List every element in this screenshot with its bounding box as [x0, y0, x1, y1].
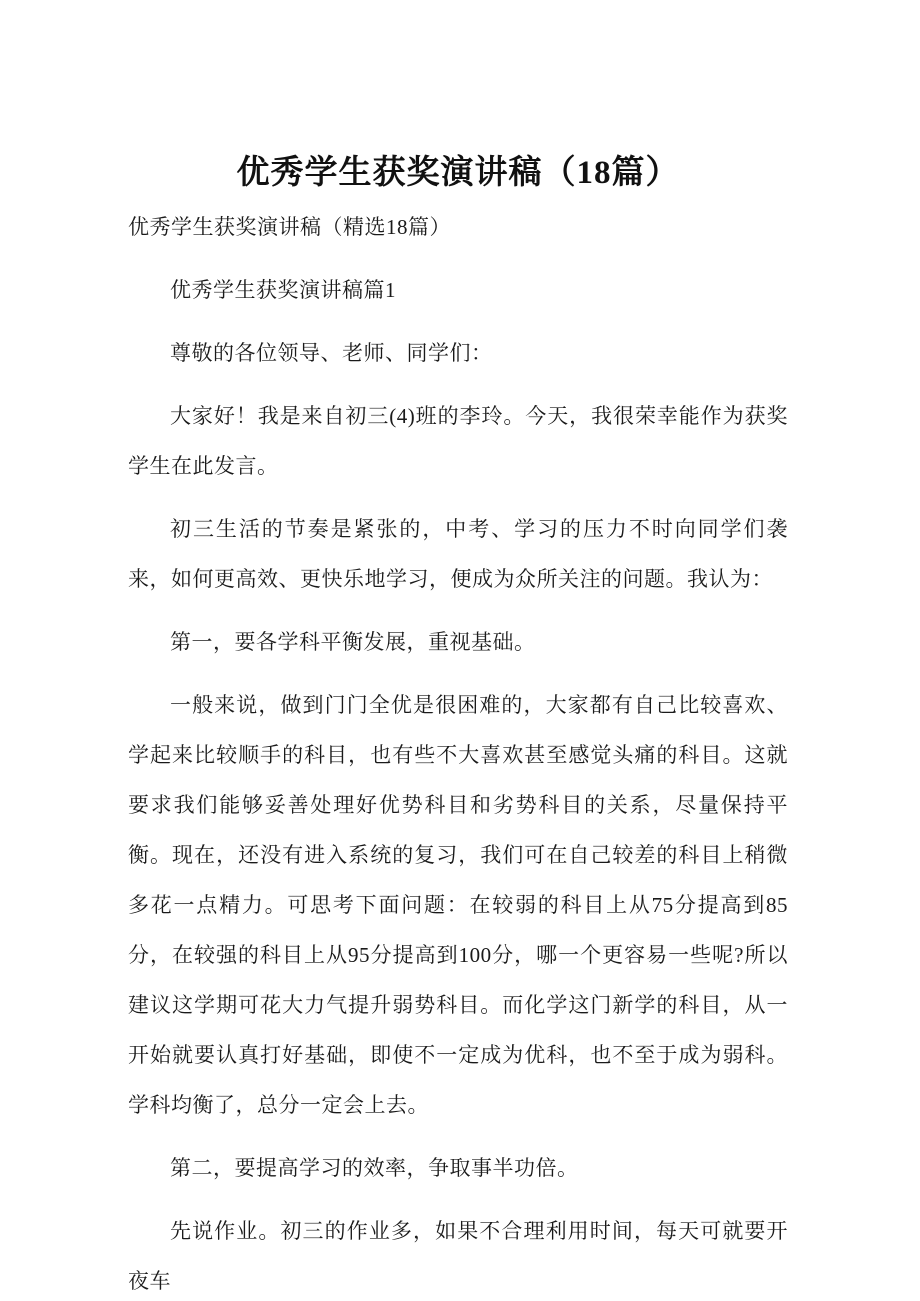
paragraph: 第二，要提高学习的效率，争取事半功倍。 [170, 1156, 579, 1180]
paragraph: 先说作业。初三的作业多，如果不合理利用时间，每天可就要开夜车 [128, 1219, 788, 1293]
paragraph: 初三生活的节奏是紧张的，中考、学习的压力不时向同学们袭来，如何更高效、更快乐地学习，便成为众所关注的问题。我认为： [128, 517, 788, 591]
document-title: 优秀学生获奖演讲稿（18篇） [236, 155, 680, 191]
paragraph: 一般来说，做到门门全优是很困难的，大家都有自己比较喜欢、学起来比较顺手的科目，也有些不大喜欢甚至感觉头痛的科目。这就要求我们能够妥善处理好优势科目和劣势科目的关系，尽量保持平衡。现在，还没有进入系统的复习，我们可在自己较差的科目上稍微多花一点精力。可思考下面问题：在较弱的科目上从75分提高到85分，在较强的科目上从95分提高到100分，哪一个更容易一些呢?所以建议这学期可花大力气提升弱势科目。而化学这门新学的科目，从一开始就要认真打好基础，即使不一定成为优科，也不至于成为弱科。学科均衡了，总分一定会上去。 [128, 693, 788, 1117]
paragraph: 优秀学生获奖演讲稿（精选18篇） [128, 215, 451, 239]
document-content [128, 0, 788, 1301]
paragraph: 第一，要各学科平衡发展，重视基础。 [170, 630, 536, 654]
paragraph: 大家好！我是来自初三(4)班的李玲。今天，我很荣幸能作为获奖学生在此发言。 [128, 404, 788, 478]
paragraph-list [128, 202, 788, 1301]
paragraph: 尊敬的各位领导、老师、同学们： [170, 341, 493, 365]
paragraph: 优秀学生获奖演讲稿篇1 [170, 278, 396, 302]
